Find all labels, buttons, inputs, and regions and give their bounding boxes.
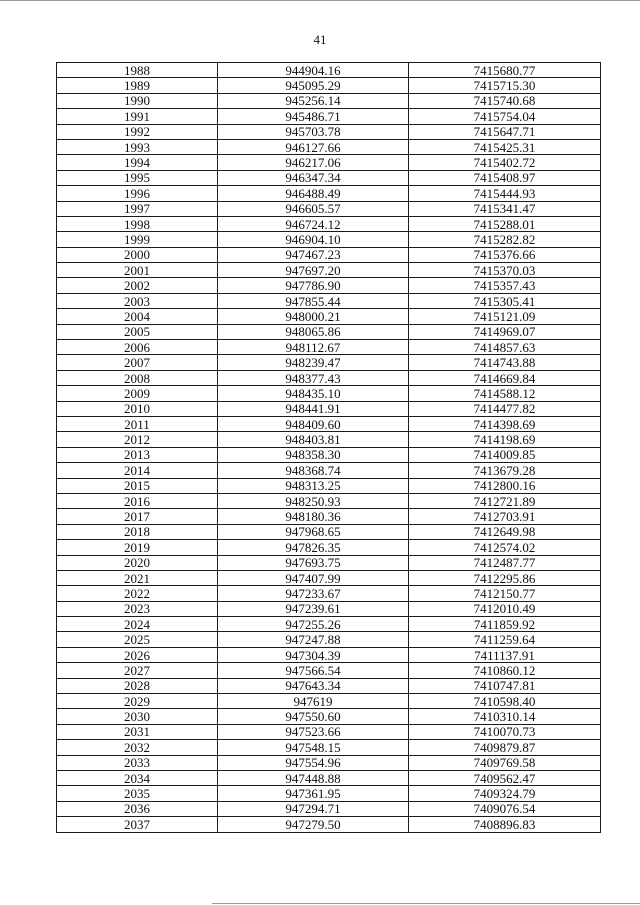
- table-row: [57, 370, 601, 385]
- y-coordinate-cell: 7408896.83: [409, 817, 601, 832]
- table-row: [57, 601, 601, 616]
- x-coordinate-cell: 947566.54: [218, 663, 409, 678]
- point-number-cell: 1991: [57, 109, 218, 124]
- x-coordinate-cell: 948065.86: [218, 324, 409, 339]
- point-number-cell: 1994: [57, 155, 218, 170]
- x-coordinate-cell: 947826.35: [218, 540, 409, 555]
- y-coordinate-cell: 7410598.40: [409, 694, 601, 709]
- x-coordinate-cell: 947294.71: [218, 801, 409, 816]
- x-coordinate-cell: 946904.10: [218, 232, 409, 247]
- x-coordinate-cell: 946488.49: [218, 186, 409, 201]
- x-coordinate-cell: 946127.66: [218, 139, 409, 154]
- y-coordinate-cell: 7415341.47: [409, 201, 601, 216]
- point-number-cell: 2001: [57, 263, 218, 278]
- table-row: [57, 463, 601, 478]
- x-coordinate-cell: 947233.67: [218, 586, 409, 601]
- point-number-cell: 2015: [57, 478, 218, 493]
- x-coordinate-cell: 945095.29: [218, 78, 409, 93]
- point-number-cell: 2025: [57, 632, 218, 647]
- table-row: [57, 247, 601, 262]
- table-row: [57, 540, 601, 555]
- x-coordinate-cell: 947448.88: [218, 770, 409, 785]
- table-row: [57, 678, 601, 693]
- y-coordinate-cell: 7410860.12: [409, 663, 601, 678]
- table-row: [57, 555, 601, 570]
- point-number-cell: 2029: [57, 694, 218, 709]
- x-coordinate-cell: 947279.50: [218, 817, 409, 832]
- table-row: [57, 186, 601, 201]
- coordinates-table-body: [57, 63, 601, 833]
- y-coordinate-cell: 7415425.31: [409, 139, 601, 154]
- table-row: [57, 170, 601, 185]
- table-row: [57, 139, 601, 154]
- table-row: [57, 740, 601, 755]
- table-row: [57, 201, 601, 216]
- table-row: [57, 694, 601, 709]
- y-coordinate-cell: 7415305.41: [409, 293, 601, 308]
- point-number-cell: 2028: [57, 678, 218, 693]
- y-coordinate-cell: 7412150.77: [409, 586, 601, 601]
- y-coordinate-cell: 7410747.81: [409, 678, 601, 693]
- y-coordinate-cell: 7414743.88: [409, 355, 601, 370]
- y-coordinate-cell: 7414857.63: [409, 340, 601, 355]
- table-row: [57, 724, 601, 739]
- table-row: [57, 124, 601, 139]
- y-coordinate-cell: 7415282.82: [409, 232, 601, 247]
- x-coordinate-cell: 947693.75: [218, 555, 409, 570]
- x-coordinate-cell: 947554.96: [218, 755, 409, 770]
- y-coordinate-cell: 7412487.77: [409, 555, 601, 570]
- point-number-cell: 2007: [57, 355, 218, 370]
- y-coordinate-cell: 7415408.97: [409, 170, 601, 185]
- x-coordinate-cell: 947619: [218, 694, 409, 709]
- x-coordinate-cell: 947697.20: [218, 263, 409, 278]
- y-coordinate-cell: 7415288.01: [409, 216, 601, 231]
- table-row: [57, 293, 601, 308]
- point-number-cell: 2010: [57, 401, 218, 416]
- table-row: [57, 801, 601, 816]
- point-number-cell: 1998: [57, 216, 218, 231]
- point-number-cell: 2011: [57, 416, 218, 431]
- x-coordinate-cell: 944904.16: [218, 63, 409, 78]
- table-row: [57, 817, 601, 832]
- table-row: [57, 309, 601, 324]
- y-coordinate-cell: 7409562.47: [409, 770, 601, 785]
- x-coordinate-cell: 948239.47: [218, 355, 409, 370]
- x-coordinate-cell: 947550.60: [218, 709, 409, 724]
- point-number-cell: 2006: [57, 340, 218, 355]
- point-number-cell: 2032: [57, 740, 218, 755]
- point-number-cell: 2005: [57, 324, 218, 339]
- y-coordinate-cell: 7410310.14: [409, 709, 601, 724]
- x-coordinate-cell: 945486.71: [218, 109, 409, 124]
- y-coordinate-cell: 7412721.89: [409, 493, 601, 508]
- point-number-cell: 2000: [57, 247, 218, 262]
- table-row: [57, 63, 601, 78]
- table-row: [57, 432, 601, 447]
- point-number-cell: 2021: [57, 570, 218, 585]
- y-coordinate-cell: 7415647.71: [409, 124, 601, 139]
- x-coordinate-cell: 948409.60: [218, 416, 409, 431]
- x-coordinate-cell: 945703.78: [218, 124, 409, 139]
- point-number-cell: 1995: [57, 170, 218, 185]
- table-row: [57, 263, 601, 278]
- table-row: [57, 709, 601, 724]
- x-coordinate-cell: 948377.43: [218, 370, 409, 385]
- y-coordinate-cell: 7415444.93: [409, 186, 601, 201]
- y-coordinate-cell: 7415402.72: [409, 155, 601, 170]
- y-coordinate-cell: 7414198.69: [409, 432, 601, 447]
- table-row: [57, 278, 601, 293]
- x-coordinate-cell: 947361.95: [218, 786, 409, 801]
- y-coordinate-cell: 7409324.79: [409, 786, 601, 801]
- point-number-cell: 2030: [57, 709, 218, 724]
- point-number-cell: 1989: [57, 78, 218, 93]
- table-row: [57, 109, 601, 124]
- y-coordinate-cell: 7412649.98: [409, 524, 601, 539]
- point-number-cell: 2013: [57, 447, 218, 462]
- x-coordinate-cell: 947855.44: [218, 293, 409, 308]
- point-number-cell: 2034: [57, 770, 218, 785]
- point-number-cell: 2009: [57, 386, 218, 401]
- point-number-cell: 2026: [57, 647, 218, 662]
- y-coordinate-cell: 7415754.04: [409, 109, 601, 124]
- y-coordinate-cell: 7411859.92: [409, 617, 601, 632]
- x-coordinate-cell: 948250.93: [218, 493, 409, 508]
- point-number-cell: 2016: [57, 493, 218, 508]
- point-number-cell: 1990: [57, 93, 218, 108]
- y-coordinate-cell: 7415715.30: [409, 78, 601, 93]
- table-row: [57, 755, 601, 770]
- x-coordinate-cell: 948313.25: [218, 478, 409, 493]
- x-coordinate-cell: 948435.10: [218, 386, 409, 401]
- x-coordinate-cell: 947467.23: [218, 247, 409, 262]
- point-number-cell: 2002: [57, 278, 218, 293]
- point-number-cell: 1996: [57, 186, 218, 201]
- x-coordinate-cell: 947304.39: [218, 647, 409, 662]
- y-coordinate-cell: 7411137.91: [409, 647, 601, 662]
- table-row: [57, 340, 601, 355]
- point-number-cell: 2035: [57, 786, 218, 801]
- table-row: [57, 447, 601, 462]
- table-row: [57, 524, 601, 539]
- y-coordinate-cell: 7410070.73: [409, 724, 601, 739]
- point-number-cell: 1997: [57, 201, 218, 216]
- table-row: [57, 155, 601, 170]
- table-row: [57, 478, 601, 493]
- y-coordinate-cell: 7415357.43: [409, 278, 601, 293]
- point-number-cell: 2017: [57, 509, 218, 524]
- y-coordinate-cell: 7414588.12: [409, 386, 601, 401]
- y-coordinate-cell: 7412010.49: [409, 601, 601, 616]
- point-number-cell: 1999: [57, 232, 218, 247]
- table-row: [57, 386, 601, 401]
- y-coordinate-cell: 7415121.09: [409, 309, 601, 324]
- y-coordinate-cell: 7415370.03: [409, 263, 601, 278]
- table-row: [57, 509, 601, 524]
- table-row: [57, 586, 601, 601]
- point-number-cell: 2036: [57, 801, 218, 816]
- table-row: [57, 324, 601, 339]
- table-row: [57, 216, 601, 231]
- point-number-cell: 2018: [57, 524, 218, 539]
- x-coordinate-cell: 948000.21: [218, 309, 409, 324]
- x-coordinate-cell: 946347.34: [218, 170, 409, 185]
- point-number-cell: 1988: [57, 63, 218, 78]
- y-coordinate-cell: 7411259.64: [409, 632, 601, 647]
- point-number-cell: 2022: [57, 586, 218, 601]
- x-coordinate-cell: 946217.06: [218, 155, 409, 170]
- point-number-cell: 2023: [57, 601, 218, 616]
- x-coordinate-cell: 947407.99: [218, 570, 409, 585]
- point-number-cell: 2020: [57, 555, 218, 570]
- x-coordinate-cell: 946724.12: [218, 216, 409, 231]
- x-coordinate-cell: 948180.36: [218, 509, 409, 524]
- point-number-cell: 2031: [57, 724, 218, 739]
- table-row: [57, 355, 601, 370]
- point-number-cell: 2012: [57, 432, 218, 447]
- y-coordinate-cell: 7413679.28: [409, 463, 601, 478]
- y-coordinate-cell: 7415680.77: [409, 63, 601, 78]
- y-coordinate-cell: 7409879.87: [409, 740, 601, 755]
- y-coordinate-cell: 7409076.54: [409, 801, 601, 816]
- x-coordinate-cell: 947643.34: [218, 678, 409, 693]
- y-coordinate-cell: 7414009.85: [409, 447, 601, 462]
- x-coordinate-cell: 948441.91: [218, 401, 409, 416]
- x-coordinate-cell: 948112.67: [218, 340, 409, 355]
- point-number-cell: 2004: [57, 309, 218, 324]
- point-number-cell: 2003: [57, 293, 218, 308]
- table-row: [57, 93, 601, 108]
- x-coordinate-cell: 947968.65: [218, 524, 409, 539]
- table-row: [57, 647, 601, 662]
- table-row: [57, 401, 601, 416]
- point-number-cell: 1993: [57, 139, 218, 154]
- table-row: [57, 493, 601, 508]
- y-coordinate-cell: 7414477.82: [409, 401, 601, 416]
- table-row: [57, 416, 601, 431]
- table-row: [57, 78, 601, 93]
- table-row: [57, 663, 601, 678]
- y-coordinate-cell: 7414398.69: [409, 416, 601, 431]
- y-coordinate-cell: 7412295.86: [409, 570, 601, 585]
- page-number: 41: [313, 32, 327, 47]
- y-coordinate-cell: 7412574.02: [409, 540, 601, 555]
- x-coordinate-cell: 947523.66: [218, 724, 409, 739]
- x-coordinate-cell: 947786.90: [218, 278, 409, 293]
- x-coordinate-cell: 948403.81: [218, 432, 409, 447]
- x-coordinate-cell: 947247.88: [218, 632, 409, 647]
- y-coordinate-cell: 7412703.91: [409, 509, 601, 524]
- point-number-cell: 2008: [57, 370, 218, 385]
- y-coordinate-cell: 7415376.66: [409, 247, 601, 262]
- coordinates-table: [56, 62, 601, 833]
- y-coordinate-cell: 7415740.68: [409, 93, 601, 108]
- table-row: [57, 632, 601, 647]
- point-number-cell: 2027: [57, 663, 218, 678]
- y-coordinate-cell: 7414669.84: [409, 370, 601, 385]
- point-number-cell: 2024: [57, 617, 218, 632]
- table-row: [57, 770, 601, 785]
- x-coordinate-cell: 947255.26: [218, 617, 409, 632]
- x-coordinate-cell: 946605.57: [218, 201, 409, 216]
- point-number-cell: 2033: [57, 755, 218, 770]
- scan-edge-bottom: [212, 903, 640, 904]
- table-row: [57, 570, 601, 585]
- y-coordinate-cell: 7414969.07: [409, 324, 601, 339]
- y-coordinate-cell: 7412800.16: [409, 478, 601, 493]
- point-number-cell: 1992: [57, 124, 218, 139]
- y-coordinate-cell: 7409769.58: [409, 755, 601, 770]
- point-number-cell: 2019: [57, 540, 218, 555]
- x-coordinate-cell: 945256.14: [218, 93, 409, 108]
- x-coordinate-cell: 948368.74: [218, 463, 409, 478]
- table-row: [57, 232, 601, 247]
- x-coordinate-cell: 948358.30: [218, 447, 409, 462]
- x-coordinate-cell: 947548.15: [218, 740, 409, 755]
- scan-edge-top: [0, 0, 640, 1]
- point-number-cell: 2014: [57, 463, 218, 478]
- table-row: [57, 786, 601, 801]
- x-coordinate-cell: 947239.61: [218, 601, 409, 616]
- table-row: [57, 617, 601, 632]
- point-number-cell: 2037: [57, 817, 218, 832]
